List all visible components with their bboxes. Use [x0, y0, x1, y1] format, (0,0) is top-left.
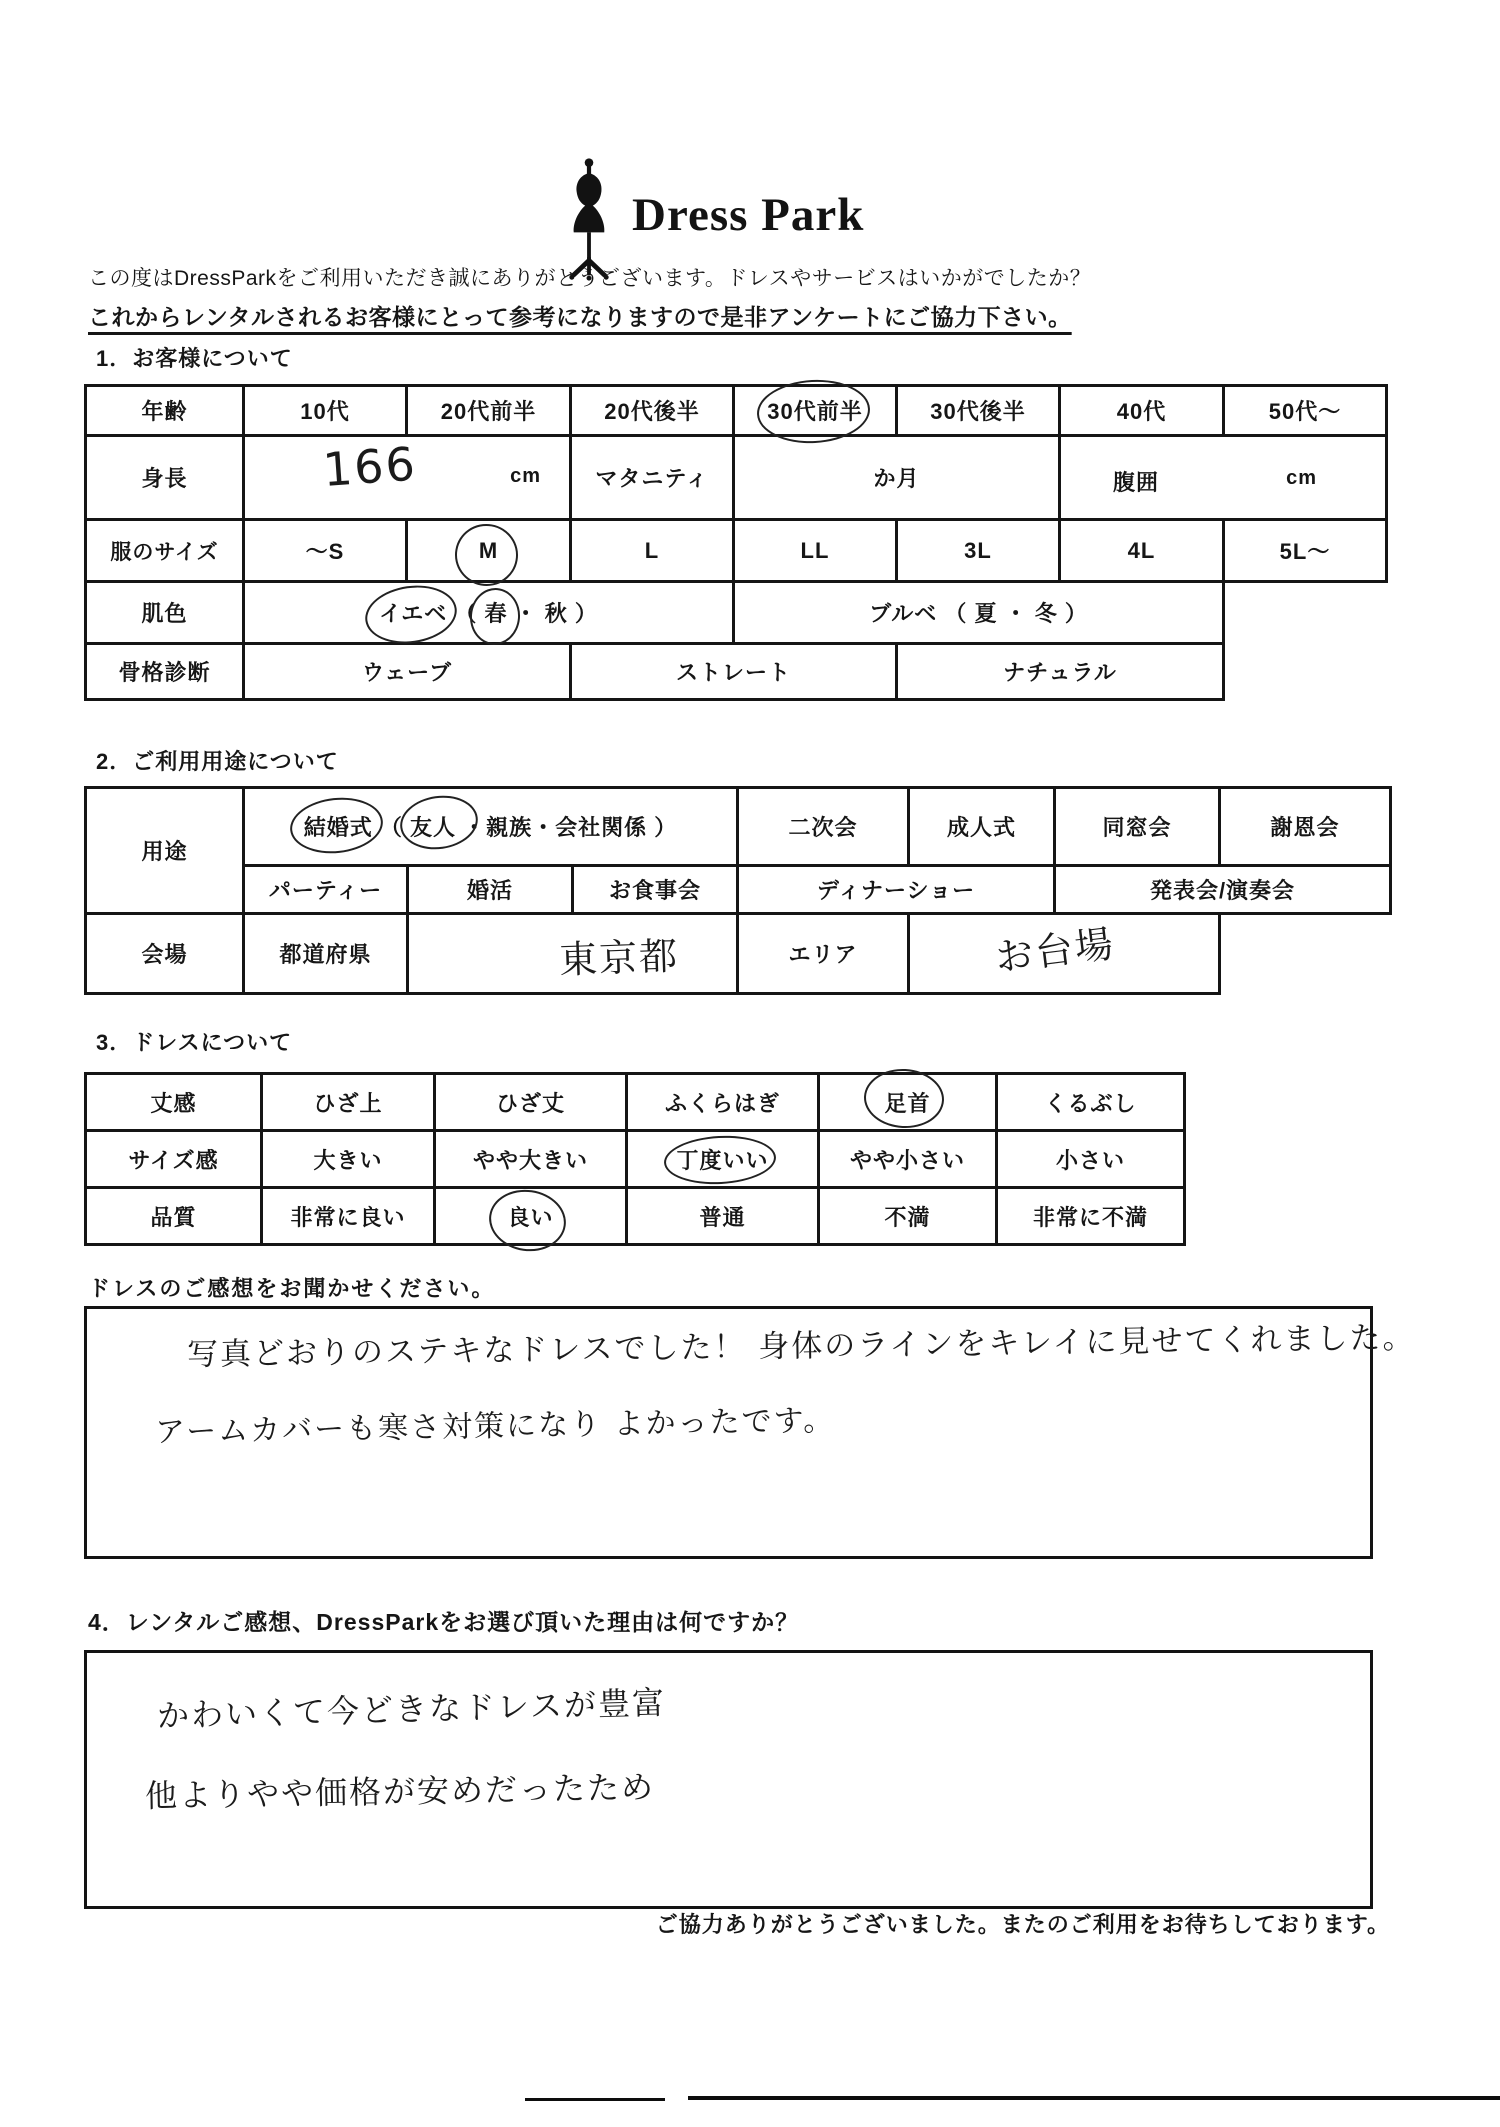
quality-option-very-good: 非常に良い	[262, 1188, 435, 1245]
selection-circle: 足首	[884, 1087, 930, 1118]
footer-thanks: ご協力ありがとうございました。またのご利用をお待ちしております。	[655, 1912, 1390, 1937]
length-label: 丈感	[86, 1074, 262, 1131]
brand-name: Dress Park	[632, 189, 865, 241]
scan-artifact-line	[525, 2098, 665, 2101]
fit-option-just-right	[627, 1131, 819, 1188]
size-option-l: L	[571, 520, 734, 582]
reason-handwritten-line1: かわいくて今どきなドレスが豊富	[156, 1683, 667, 1735]
size-label: 服のサイズ	[86, 520, 244, 582]
dress-feedback-box	[84, 1306, 1416, 1559]
venue-label: 会場	[86, 914, 244, 994]
skin-yellow-cell	[244, 582, 734, 644]
dress-feedback-handwritten-line2: アームカバーも寒さ対策になり よかったです。	[154, 1403, 836, 1450]
reason-feedback-box	[84, 1650, 1373, 1909]
purpose-option-afterparty: 二次会	[738, 788, 909, 866]
section1-heading: 1．お客様について	[96, 346, 293, 371]
empty-cell	[1220, 914, 1391, 994]
height-label: 身長	[86, 436, 244, 520]
waist-label: 腹囲	[1113, 470, 1160, 495]
purpose-option-dinner: お食事会	[573, 866, 738, 914]
customer-table	[84, 384, 1388, 701]
selection-circle: 友人	[410, 811, 456, 842]
size-option-3l: 3L	[897, 520, 1060, 582]
prefecture-handwritten-value: 東京都	[558, 933, 680, 982]
purpose-relation-rest: ・親族・会社関係 ）	[463, 815, 678, 840]
age-option-10s: 10代	[244, 386, 407, 436]
dress-table	[84, 1072, 1186, 1246]
frame-label: 骨格診断	[86, 644, 244, 700]
section3-heading: 3．ドレスについて	[96, 1030, 293, 1055]
length-option-anklebone: くるぶし	[997, 1074, 1185, 1131]
section2-heading: 2．ご利用用途について	[96, 749, 339, 774]
length-option-ankle	[819, 1074, 997, 1131]
length-option-above-knee: ひざ上	[262, 1074, 435, 1131]
selection-circle: 丁度いい	[676, 1144, 768, 1175]
length-row	[86, 1074, 1185, 1131]
height-unit: cm	[510, 465, 541, 487]
empty-cell	[1224, 644, 1387, 700]
purpose-option-recital: 発表会/演奏会	[1055, 866, 1391, 914]
fit-option-slightly-big: やや大きい	[435, 1131, 627, 1188]
quality-option-unsatisfied: 不満	[819, 1188, 997, 1245]
waist-unit: cm	[1286, 467, 1317, 489]
prefecture-label: 都道府県	[244, 914, 408, 994]
area-label: エリア	[738, 914, 909, 994]
intro-line-2: これからレンタルされるお客様にとって参考になりますので是非アンケートにご協力下さい。	[88, 304, 1072, 330]
reason-handwritten-line2: 他よりやや価格が安めだったため	[144, 1768, 656, 1815]
fit-row	[86, 1131, 1185, 1188]
maternity-months-cell: か月	[734, 436, 1060, 520]
venue-row	[86, 914, 1391, 994]
usage-table	[84, 786, 1392, 995]
height-row	[86, 436, 1387, 520]
area-handwritten-value: お台場	[992, 921, 1118, 980]
skin-blue-cell: ブルベ （ 夏 ・ 冬 ）	[734, 582, 1224, 644]
paren-open: （	[454, 601, 478, 626]
skin-tone-row	[86, 582, 1387, 644]
age-option-late30s: 30代後半	[897, 386, 1060, 436]
size-option-5l: 5L～	[1224, 520, 1387, 582]
age-label: 年齢	[86, 386, 244, 436]
quality-option-very-unsatisfied: 非常に不満	[997, 1188, 1185, 1245]
purpose-option-konkatsu: 婚活	[408, 866, 573, 914]
age-option-early30s	[734, 386, 897, 436]
dress-feedback-handwritten-line1: 写真どおりのステキなドレスでした！ 身体のラインをキレイに見せてくれました。	[186, 1319, 1416, 1373]
quality-option-good	[435, 1188, 627, 1245]
prefecture-input-cell	[408, 914, 738, 994]
paren-open: （	[379, 815, 403, 840]
selection-circle: 30代前半	[767, 395, 862, 426]
purpose-row-1	[86, 788, 1391, 866]
skin-autumn-rest: ・ 秋 ）	[514, 601, 598, 626]
purpose-option-dinnershow: ディナーショー	[738, 866, 1055, 914]
age-option-40s: 40代	[1060, 386, 1224, 436]
size-option-ll: LL	[734, 520, 897, 582]
frame-diagnosis-row	[86, 644, 1387, 700]
size-option-4l: 4L	[1060, 520, 1224, 582]
height-handwritten-value: 166	[321, 436, 419, 497]
maternity-label: マタニティ	[571, 436, 734, 520]
purpose-option-party: パーティー	[244, 866, 408, 914]
skin-label: 肌色	[86, 582, 244, 644]
selection-circle: 結婚式	[304, 811, 373, 842]
selection-circle: 良い	[507, 1201, 553, 1232]
purpose-option-thanks-party: 謝恩会	[1220, 788, 1391, 866]
age-option-50s: 50代～	[1224, 386, 1387, 436]
age-option-early20s: 20代前半	[407, 386, 571, 436]
waist-cell	[1060, 436, 1387, 520]
frame-option-natural: ナチュラル	[897, 644, 1224, 700]
purpose-wedding-cell	[244, 788, 738, 866]
length-option-calf: ふくらはぎ	[627, 1074, 819, 1131]
fit-option-big: 大きい	[262, 1131, 435, 1188]
fit-option-slightly-small: やや小さい	[819, 1131, 997, 1188]
length-option-knee: ひざ丈	[435, 1074, 627, 1131]
age-row	[86, 386, 1387, 436]
intro-line-1: この度はDressParkをご利用いただき誠にありがとうございます。ドレスやサービスはいかがでしたか？	[88, 267, 1092, 290]
area-input-cell	[909, 914, 1220, 994]
dress-feedback-label: ドレスのご感想をお聞かせください。	[88, 1276, 496, 1301]
quality-option-normal: 普通	[627, 1188, 819, 1245]
quality-row	[86, 1188, 1185, 1245]
frame-option-straight: ストレート	[571, 644, 897, 700]
scan-artifact-line	[688, 2096, 1500, 2100]
fit-label: サイズ感	[86, 1131, 262, 1188]
age-option-late20s: 20代後半	[571, 386, 734, 436]
height-input-cell	[244, 436, 571, 520]
frame-option-wave: ウェーブ	[244, 644, 571, 700]
fit-option-small: 小さい	[997, 1131, 1185, 1188]
selection-circle: 春	[485, 597, 508, 628]
purpose-option-coming-of-age: 成人式	[909, 788, 1055, 866]
selection-circle: イエベ	[379, 597, 447, 628]
purpose-row-2	[86, 866, 1391, 914]
size-option-s: ～S	[244, 520, 407, 582]
section4-heading: 4．レンタルご感想、DressParkをお選び頂いた理由は何ですか？	[88, 1609, 800, 1635]
size-option-m	[407, 520, 571, 582]
selection-circle: M	[478, 537, 499, 563]
clothing-size-row	[86, 520, 1387, 582]
purpose-label: 用途	[86, 788, 244, 914]
purpose-option-reunion: 同窓会	[1055, 788, 1220, 866]
empty-cell	[1224, 582, 1387, 644]
quality-label: 品質	[86, 1188, 262, 1245]
